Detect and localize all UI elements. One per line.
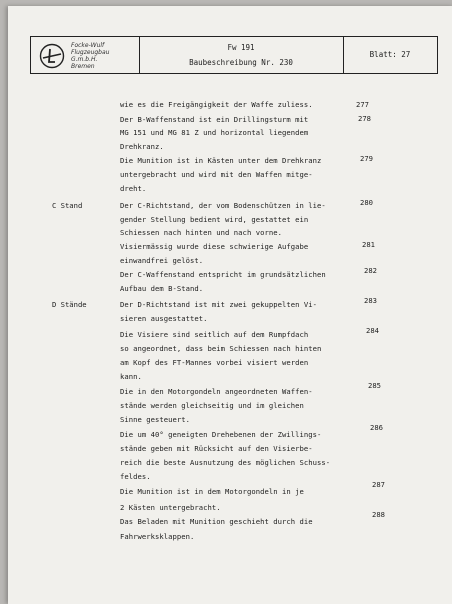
text-line: Der C-Waffenstand entspricht im grundsätzlichen (120, 270, 326, 279)
page-number: Blatt: 27 (369, 50, 411, 59)
company-cell (31, 37, 140, 73)
title-cell (139, 37, 344, 73)
paragraph-number: 285 (368, 381, 381, 390)
text-line: Drehkranz. (120, 142, 164, 151)
text-line: Das Beladen mit Munition geschieht durch die (120, 517, 313, 526)
text-line: stände werden gleichseitig und im gleichen (120, 401, 304, 410)
text-line: 2 Kästen untergebracht. (120, 503, 221, 512)
text-line: sieren ausgestattet. (120, 314, 208, 323)
text-line: dreht. (120, 184, 147, 193)
page-cell (343, 37, 437, 73)
paragraph-number: 287 (372, 480, 385, 489)
text-line: wie es die Freigängigkeit der Waffe zuliess. (120, 100, 313, 109)
text-line: am Kopf des FT-Mannes vorbei visiert werden (120, 358, 309, 367)
text-line: einwandfrei gelöst. (120, 256, 204, 265)
text-line: Die Munition ist in dem Motorgondeln in je (120, 487, 304, 496)
text-line: Der D-Richtstand ist mit zwei gekuppelten Vi- (120, 300, 317, 309)
text-line: Die Visiere sind seitlich auf dem Rumpfdach (120, 330, 309, 339)
document-title: Baubeschreibung Nr. 230 (189, 58, 293, 67)
paragraph-number: 288 (372, 510, 385, 519)
paragraph-number: 282 (364, 266, 377, 275)
company-name: Focke-Wulf Flugzeugbau G.m.b.H. Bremen (71, 42, 110, 70)
text-line: so angeordnet, dass beim Schiessen nach hinten (120, 344, 322, 353)
paragraph-number: 278 (358, 114, 371, 123)
text-line: Die um 40° geneigten Drehebenen der Zwillings- (120, 430, 322, 439)
text-line: feldes. (120, 472, 151, 481)
paragraph-number: 286 (370, 423, 383, 432)
paragraph-number: 284 (366, 326, 379, 335)
text-line: stände geben mit Rücksicht auf den Visierbe- (120, 444, 313, 453)
text-line: reich die beste Ausnutzung des möglichen Schuss- (120, 458, 331, 467)
paragraph-number: 283 (364, 296, 377, 305)
text-line: kann. (120, 372, 142, 381)
text-line: Visiermässig wurde diese schwierige Aufgabe (120, 242, 309, 251)
paragraph-number: 277 (356, 100, 369, 109)
text-line: Schiessen nach hinten und nach vorne. (120, 228, 282, 237)
text-line: Der C-Richtstand, der vom Bodenschützen in lie- (120, 201, 326, 210)
header-frame (30, 36, 438, 74)
text-line: Der B-Waffenstand ist ein Drillingsturm mit (120, 115, 309, 124)
focke-wulf-logo-icon (39, 43, 65, 69)
paragraph-number: 280 (360, 198, 373, 207)
section-label-d-staende: D Stände (52, 300, 87, 309)
text-line: Fahrwerksklappen. (120, 532, 195, 541)
paragraph-number: 281 (362, 240, 375, 249)
text-line: gender Stellung bedient wird, gestattet ein (120, 215, 309, 224)
text-line: MG 151 und MG 81 Z und horizontal liegendem (120, 128, 309, 137)
text-line: Sinne gesteuert. (120, 415, 191, 424)
document-page (8, 6, 452, 604)
text-line: Aufbau dem B-Stand. (120, 284, 204, 293)
text-line: Die Munition ist in Kästen unter dem Drehkranz (120, 156, 322, 165)
text-line: Die in den Motorgondeln angeordneten Waffen- (120, 387, 313, 396)
aircraft-model: Fw 191 (227, 43, 255, 52)
section-label-c-stand: C Stand (52, 201, 83, 210)
text-line: untergebracht und wird mit den Waffen mitge- (120, 170, 313, 179)
paragraph-number: 279 (360, 154, 373, 163)
